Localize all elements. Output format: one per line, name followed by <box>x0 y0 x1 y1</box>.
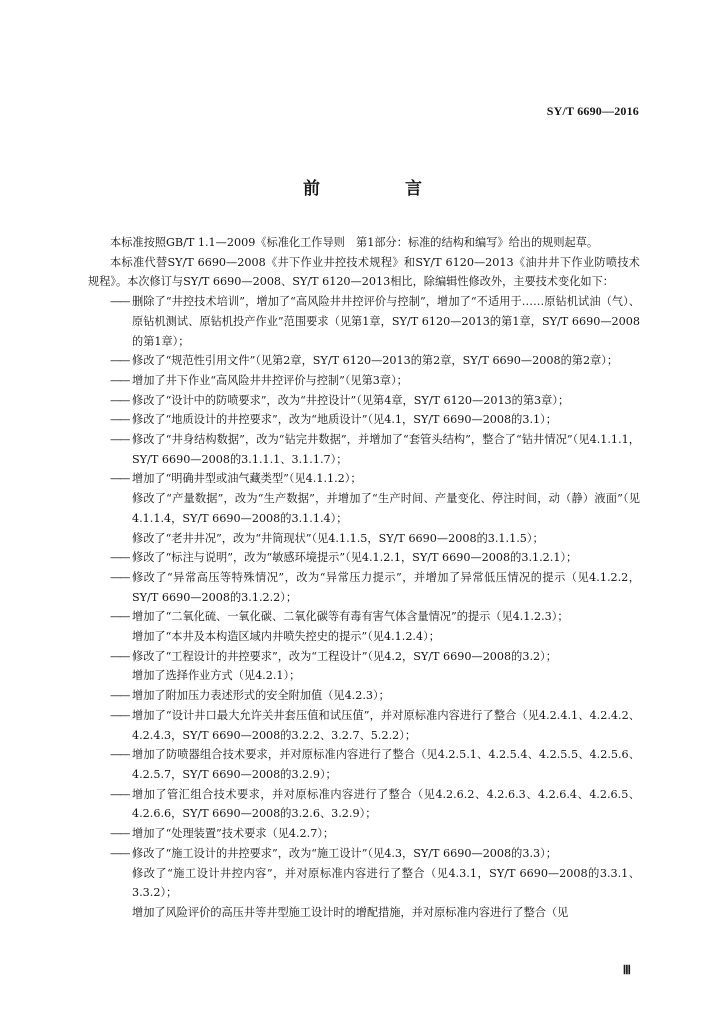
change-text: 修改了“异常高压等特殊情况”，改为“异常压力提示”，并增加了异常低压情况的提示（见4.1.2.2，SY/T 6690—2008的3.1.2.2）； <box>132 570 640 604</box>
changes-list <box>88 292 640 923</box>
list-dash: —— <box>110 827 129 841</box>
change-sub-item <box>88 666 640 686</box>
change-item <box>88 548 640 568</box>
list-dash: —— <box>110 551 129 565</box>
change-text: 增加了“二氧化硫、一氧化碳、二氧化碳等有毒有害气体含量情况”的提示（见4.1.2.3）； <box>132 610 569 624</box>
foreword-body <box>88 233 640 923</box>
list-dash: —— <box>110 570 129 584</box>
change-text: 修改了“设计中的防喷要求”，改为“井控设计”（见第4章，SY/T 6120—2013的第3章）； <box>132 393 570 407</box>
change-item <box>88 647 640 667</box>
change-text: 增加了井下作业“高风险井井控评价与控制”（见第3章）； <box>132 373 408 387</box>
list-dash: —— <box>110 748 129 762</box>
change-item <box>88 292 640 351</box>
change-sub-item <box>88 627 640 647</box>
change-text: 增加了附加压力表述形式的安全附加值（见4.2.3）； <box>132 689 390 703</box>
change-item <box>88 785 640 824</box>
change-text: 修改了“施工设计井控内容”，并对原标准内容进行了整合（见4.3.1，SY/T 6690—2008的3.3.1、3.3.2）； <box>132 866 640 900</box>
change-sub-item <box>88 489 640 528</box>
change-item <box>88 371 640 391</box>
change-text: 修改了“老井井况”，改为“井筒现状”（见4.1.1.5，SY/T 6690—2008的3.1.1.5）； <box>132 531 544 545</box>
change-item <box>88 469 640 489</box>
change-text: 删除了“井控技术培训”，增加了“高风险井井控评价与控制”，增加了“不适用于……原钻机试油（气）、原钻机测试、原钻机投产作业”范围要求（见第1章，SY/T 6120—2013的第1章，SY/T 6690—2008的第1章）； <box>132 295 640 348</box>
change-item <box>88 430 640 469</box>
change-text: 增加了“处理装置”技术要求（见4.2.7）； <box>132 827 335 841</box>
paragraph-drafting-rules: 本标准按照GB/T 1.1—2009《标准化工作导则 第1部分：标准的结构和编写》给出的规则起草。 <box>110 236 599 249</box>
change-text: 增加了“本井及本构造区域内井喷失控史的提示”（见4.1.2.4）； <box>132 630 440 644</box>
standard-code: SY/T 6690—2016 <box>546 104 639 118</box>
list-dash: —— <box>110 472 129 486</box>
change-sub-item <box>88 903 640 923</box>
page-number: Ⅲ <box>622 963 631 977</box>
list-dash: —— <box>110 846 129 860</box>
change-text: 修改了“井身结构数据”，改为“钻完井数据”，并增加了“套管头结构”，整合了“钻井情况”（见4.1.1.1，SY/T 6690—2008的3.1.1.1、3.1.1.7）； <box>132 433 640 466</box>
change-text: 增加了管汇组合技术要求，并对原标准内容进行了整合（见4.2.6.2、4.2.6.3、4.2.6.4、4.2.6.5、4.2.6.6，SY/T 6690—2008的3.2.6、3.2.9）； <box>132 787 640 821</box>
change-text: 修改了“标注与说明”，改为“敏感环境提示”（见4.1.2.1，SY/T 6690—2008的3.1.2.1）； <box>132 551 578 565</box>
change-item <box>88 607 640 627</box>
change-item <box>88 824 640 844</box>
change-text: 修改了“规范性引用文件”（见第2章，SY/T 6120—2013的第2章，SY/T 6690—2008的第2章）； <box>132 354 619 368</box>
change-item <box>88 706 640 745</box>
change-text: 增加了“设计井口最大允许关井套压值和试压值”，并对原标准内容进行了整合（见4.2.4.1、4.2.4.2、4.2.4.3，SY/T 6690—2008的3.2.2、3.2.7、5.2.2）； <box>132 708 640 742</box>
list-dash: —— <box>110 689 129 703</box>
change-item <box>88 844 640 864</box>
list-dash: —— <box>110 413 129 427</box>
list-dash: —— <box>110 433 129 447</box>
list-dash: —— <box>110 373 129 387</box>
change-text: 修改了“地质设计的井控要求”，改为“地质设计”（见4.1，SY/T 6690—2008的3.1）； <box>132 413 557 427</box>
change-text: 修改了“工程设计的井控要求”，改为“工程设计”（见4.2，SY/T 6690—2008的3.2）； <box>132 649 557 663</box>
list-dash: —— <box>110 787 129 801</box>
change-item <box>88 351 640 371</box>
change-item <box>88 391 640 411</box>
list-dash: —— <box>110 393 129 407</box>
change-sub-item <box>88 864 640 903</box>
change-text: 增加了风险评价的高压井等井型施工设计时的增配措施，并对原标准内容进行了整合（见 <box>132 905 569 919</box>
page-title: 前 言 <box>303 179 456 199</box>
change-item <box>88 686 640 706</box>
change-text: 增加了“明确井型或油气藏类型”（见4.1.1.2）； <box>132 472 362 486</box>
change-text: 修改了“施工设计的井控要求”，改为“施工设计”（见4.3，SY/T 6690—2008的3.3）； <box>132 846 557 860</box>
change-text: 增加了选择作业方式（见4.2.1）； <box>132 669 301 683</box>
list-dash: —— <box>110 610 129 624</box>
change-text: 修改了“产量数据”，改为“生产数据”，并增加了“生产时间、产量变化、停注时间，动（静）液面”（见4.1.1.4，SY/T 6690—2008的3.1.1.4）； <box>132 492 640 525</box>
list-dash: —— <box>110 708 129 722</box>
change-text: 增加了防喷器组合技术要求，并对原标准内容进行了整合（见4.2.5.1、4.2.5.4、4.2.5.5、4.2.5.6、4.2.5.7，SY/T 6690—2008的3.2.9）； <box>132 748 640 781</box>
change-item <box>88 745 640 784</box>
list-dash: —— <box>110 295 129 309</box>
change-item <box>88 410 640 430</box>
list-dash: —— <box>110 354 129 368</box>
list-dash: —— <box>110 649 129 663</box>
paragraph-replacement-note: 本标准代替SY/T 6690—2008《井下作业井控技术规程》和SY/T 6120—2013《油井井下作业防喷技术规程》。本次修订与SY/T 6690—2008、SY/T 6120—2013相比，除编辑性修改外，主要技术变化如下： <box>88 255 640 289</box>
change-item <box>88 568 640 607</box>
change-sub-item <box>88 529 640 549</box>
